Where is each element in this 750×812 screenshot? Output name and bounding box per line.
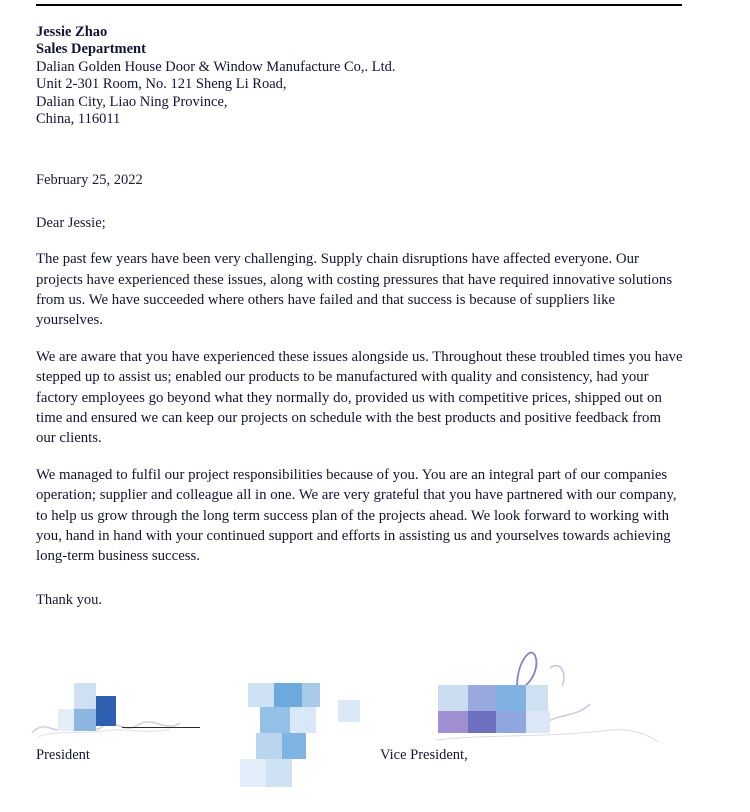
mosaic-block [96, 696, 116, 726]
sender-department: Sales Department [36, 41, 146, 58]
mosaic-block [256, 733, 282, 759]
header-rule [36, 4, 682, 6]
mosaic-block [266, 759, 292, 787]
mosaic-block [496, 711, 526, 733]
letter-paragraph-2: We are aware that you have experienced these issues alongside us. Throughout these troubled times you have stepped up to assist us; enabled our products to be manufactured with quality and consistency, had your factory employees go beyond what they normally do, provided us with competitive prices, shipped out on time and ensured we can keep our projects on schedule with the best products and positive feedback from our clients. [36, 349, 683, 447]
letter-date: February 25, 2022 [36, 172, 143, 189]
letter-paragraph-3: We managed to fulfil our project responsibilities because of you. You are an integral part of our companies operation; supplier and colleague all in one. We are very grateful that you have partnered with our company, to help us grow through the long term success plan of the projects ahead. We look forward to working with you, hand in hand with your continued support and efforts in assisting us and yourselves towards achieving long-term business success. [36, 467, 677, 565]
signature-area [0, 600, 750, 812]
signature-line-president [122, 727, 200, 728]
letter-body [36, 24, 684, 609]
mosaic-block [74, 709, 96, 731]
mosaic-block [58, 709, 74, 731]
mosaic-block [240, 759, 266, 787]
sender-name: Jessie Zhao [36, 24, 108, 40]
sender-address-line-3: China, 116011 [36, 111, 121, 128]
mosaic-block [74, 683, 96, 709]
mosaic-block [438, 711, 468, 733]
mosaic-block [290, 707, 316, 733]
mosaic-block [526, 685, 548, 711]
sender-address-block [36, 24, 684, 128]
mosaic-block [496, 685, 526, 711]
letter-salutation: Dear Jessie; [36, 215, 106, 232]
mosaic-block [302, 683, 320, 707]
mosaic-block [338, 700, 360, 722]
mosaic-block [274, 683, 302, 707]
signature-title-president: President [36, 747, 90, 763]
sender-address-line-2: Dalian City, Liao Ning Province, [36, 93, 228, 110]
mosaic-block [526, 711, 550, 733]
sender-address-line-1: Unit 2-301 Room, No. 121 Sheng Li Road, [36, 76, 287, 93]
mosaic-block [248, 683, 274, 707]
mosaic-block [260, 707, 290, 733]
mosaic-block [468, 685, 496, 711]
mosaic-block [468, 711, 496, 733]
signature-scrawl-president [28, 705, 218, 745]
mosaic-block [438, 685, 468, 711]
letter-paragraph-1: The past few years have been very challenging. Supply chain disruptions have affected everyone. Our projects have experienced these issues, along with costing pressures that have required innovative solutions from us. We have succeeded where others have failed and that success is because of suppliers like yourselves. [36, 251, 673, 329]
letter-closing: Thank you. [36, 592, 103, 609]
mosaic-block [282, 733, 306, 759]
signature-title-vice-president: Vice President, [380, 747, 468, 763]
sender-company: Dalian Golden House Door & Window Manufacture Co,. Ltd. [36, 58, 396, 75]
